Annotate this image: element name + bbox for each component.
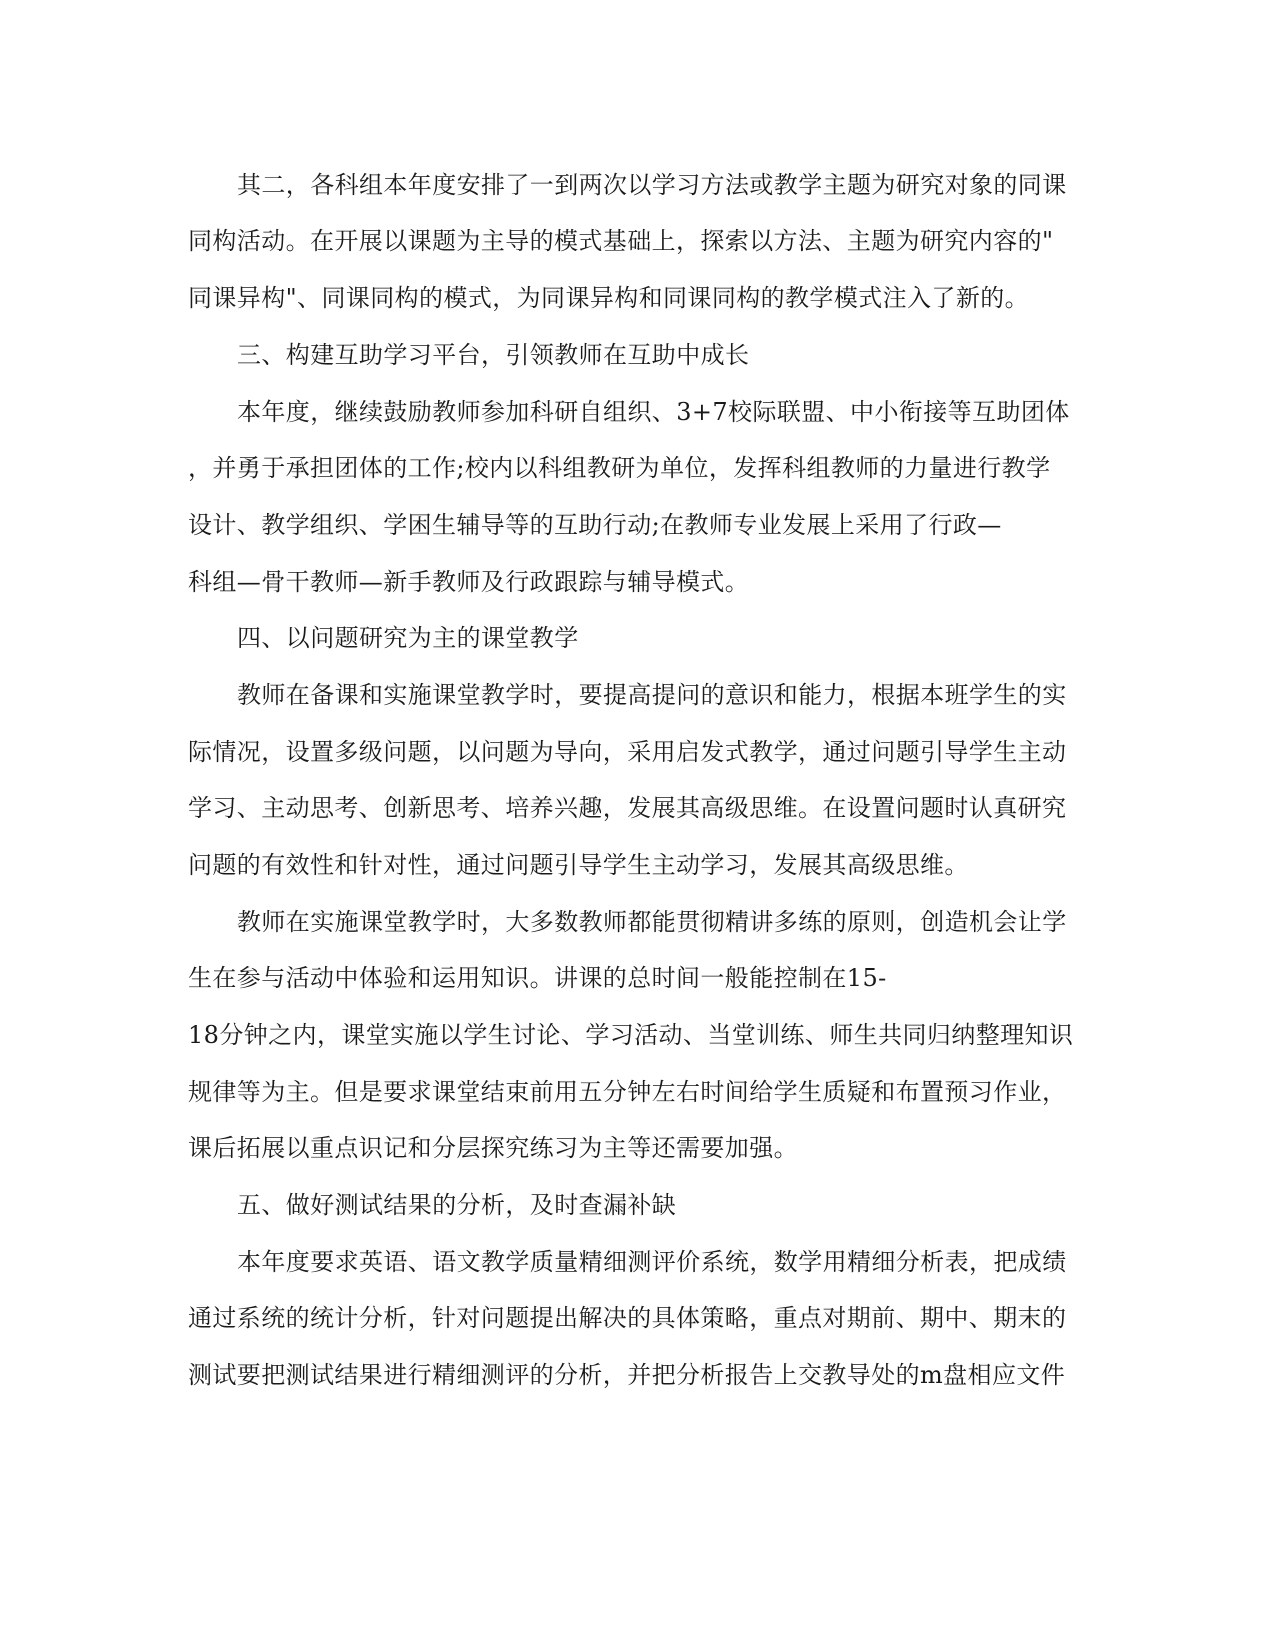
paragraph-line: 规律等为主。但是要求课堂结束前用五分钟左右时间给学生质疑和布置预习作业， (188, 1078, 1067, 1106)
paragraph-line: 测试要把测试结果进行精细测评的分析，并把分析报告上交教导处的m盘相应文件 (188, 1361, 1066, 1389)
paragraph-line: 同课异构"、同课同构的模式，为同课异构和同课同构的教学模式注入了新的。 (188, 284, 1030, 312)
paragraph-line: 科组—骨干教师—新手教师及行政跟踪与辅导模式。 (188, 568, 750, 596)
paragraph-line: 教师在实施课堂教学时，大多数教师都能贯彻精讲多练的原则，创造机会让学 (237, 908, 1067, 936)
paragraph-line: 际情况，设置多级问题，以问题为导向，采用启发式教学，通过问题引导学生主动 (188, 738, 1067, 766)
paragraph-line: 生在参与活动中体验和运用知识。讲课的总时间一般能控制在15- (188, 964, 887, 992)
paragraph-line: 本年度要求英语、语文教学质量精细测评价系统，数学用精细分析表，把成绩 (237, 1248, 1067, 1276)
paragraph-line: 本年度，继续鼓励教师参加科研自组织、3+7校际联盟、中小衔接等互助团体 (237, 398, 1070, 426)
paragraph-line: ，并勇于承担团体的工作;校内以科组教研为单位，发挥科组教师的力量进行教学 (188, 454, 1051, 482)
section-heading: 五、做好测试结果的分析，及时查漏补缺 (237, 1191, 677, 1219)
paragraph-line: 教师在备课和实施课堂教学时，要提高提问的意识和能力，根据本班学生的实 (237, 681, 1067, 709)
section-heading: 四、以问题研究为主的课堂教学 (237, 624, 579, 652)
paragraph-line: 课后拓展以重点识记和分层探究练习为主等还需要加强。 (188, 1134, 798, 1162)
paragraph-line: 通过系统的统计分析，针对问题提出解决的具体策略，重点对期前、期中、期末的 (188, 1304, 1067, 1332)
paragraph-line: 18分钟之内，课堂实施以学生讨论、学习活动、当堂训练、师生共同归纳整理知识 (188, 1021, 1074, 1049)
paragraph-line: 学习、主动思考、创新思考、培养兴趣，发展其高级思维。在设置问题时认真研究 (188, 794, 1067, 822)
paragraph-line: 设计、教学组织、学困生辅导等的互助行动;在教师专业发展上采用了行政— (188, 511, 1002, 539)
paragraph-line: 同构活动。在开展以课题为主导的模式基础上，探索以方法、主题为研究内容的" (188, 227, 1054, 255)
paragraph-line: 问题的有效性和针对性，通过问题引导学生主动学习，发展其高级思维。 (188, 851, 969, 879)
paragraph-line: 其二，各科组本年度安排了一到两次以学习方法或教学主题为研究对象的同课 (237, 171, 1067, 199)
section-heading: 三、构建互助学习平台，引领教师在互助中成长 (237, 341, 750, 369)
